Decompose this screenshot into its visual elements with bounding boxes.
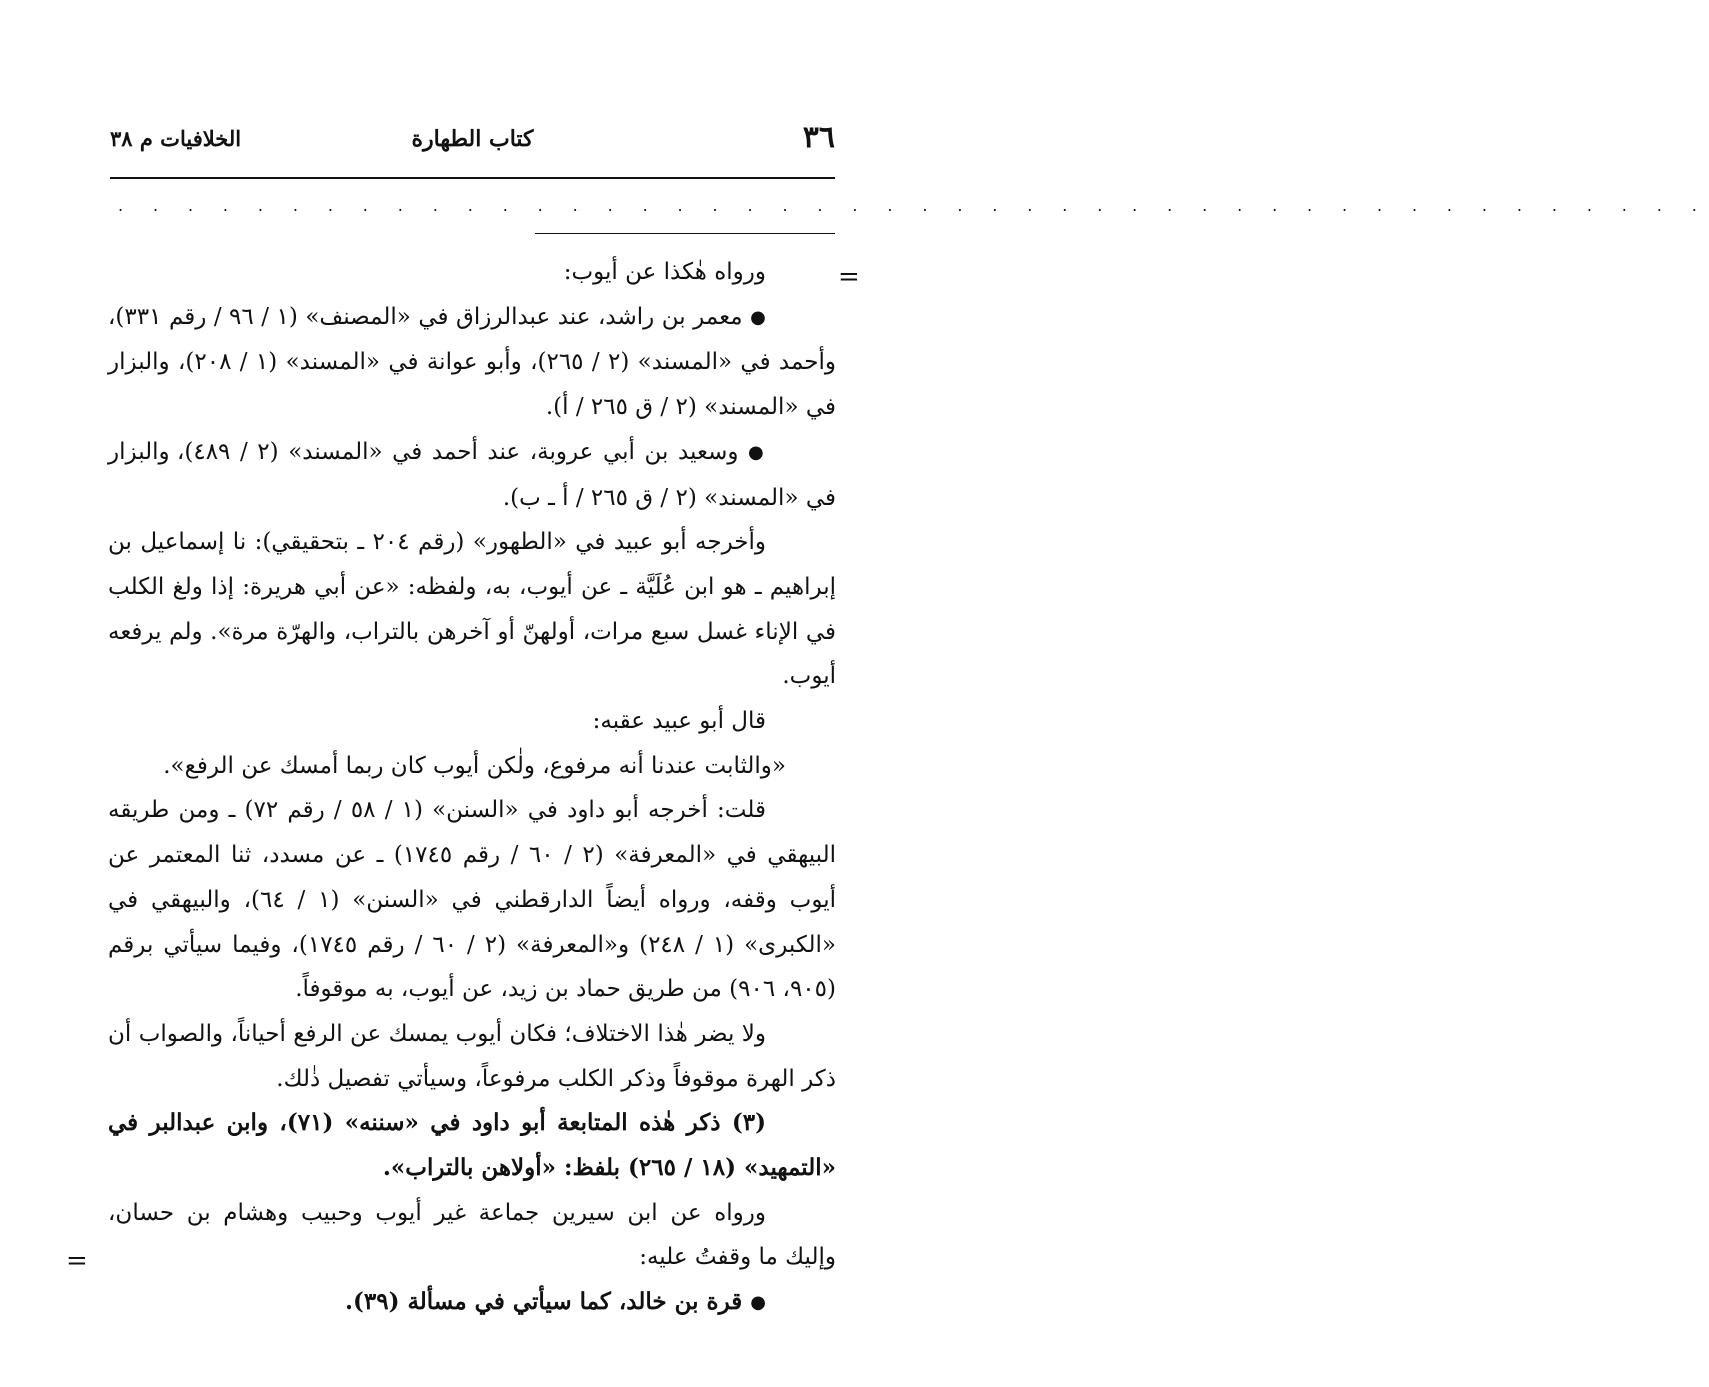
header-rule xyxy=(110,177,835,179)
paragraph xyxy=(108,1101,836,1190)
bullet-icon: ● xyxy=(750,1292,766,1314)
bullet-icon: ● xyxy=(750,306,767,328)
paragraph xyxy=(108,788,836,1012)
page-header xyxy=(110,120,835,170)
paragraph xyxy=(108,430,836,520)
paragraph-text: قلت: أخرجه أبو داود في «السنن» (١ / ٥٨ / رقم ٧٢) ـ ومن طريقه البيهقي في «المعرفة» (٢ / ٦٠ / رقم ١٧٤٥) ـ عن مسدد، ثنا المعتمر عن أيوب وقفه، ورواه أيضاً الدارقطني في «السنن» (١ / ٦٤)، والبيهقي في «الكبرى» (١ / ٢٤٨) و«المعرفة» (٢ / ٦٠ / رقم ١٧٤٥)، وفيما سيأتي برقم (٩٠٥، ٩٠٦) من طريق حماد بن زيد، عن أيوب، به موقوفاً. xyxy=(108,797,837,1003)
paragraph xyxy=(108,520,836,699)
margin-mark-bottom: = xyxy=(66,1246,88,1276)
paragraph-text: قرة بن خالد، كما سيأتي في مسألة (٣٩). xyxy=(344,1288,751,1316)
paragraph-text: (٣) ذكر هٰذه المتابعة أبو داود في «سننه» (٧١)، وابن عبدالبر في «التمهيد» (١٨ / ٢٦٥) بلفظ: «أولاهن بالتراب». xyxy=(108,1109,836,1182)
paragraph-text: ولا يضر هٰذا الاختلاف؛ فكان أيوب يمسك عن الرفع أحياناً، والصواب أن ذكر الهرة موقوفاً وذكر الكلب مرفوعاً، وسيأتي تفصيل ذٰلك. xyxy=(108,1020,836,1092)
body-text xyxy=(108,250,836,1326)
paragraph xyxy=(108,1012,836,1101)
page-number: ٣٦ xyxy=(802,120,835,155)
paragraph xyxy=(108,1191,836,1280)
margin-mark-top: = xyxy=(838,262,860,292)
paragraph xyxy=(108,744,836,789)
volume-label: الخلافيات م ٣٨ xyxy=(110,126,242,151)
footnote-rule xyxy=(535,233,835,234)
dotted-separator: . . . . . . . . . . . . . . . . . . . . . . . . . . . . . . . . . . . . . . . . . . . . . . xyxy=(118,196,1709,215)
paragraph-text: ورواه عن ابن سيرين جماعة غير أيوب وحبيب وهشام بن حسان، وإليك ما وقفتُ عليه: xyxy=(108,1199,836,1271)
paragraph-text: وأخرجه أبو عبيد في «الطهور» (رقم ٢٠٤ ـ بتحقيقي): نا إسماعيل بن إبراهيم ـ هو ابن عُلَيَّة ـ عن أيوب، به، ولفظه: «عن أبي هريرة: إذا ولغ الكلب في الإناء غسل سبع مرات، أولهنّ أو آخرهن بالتراب، والهرّة مرة». ولم يرفعه أيوب. xyxy=(108,529,836,690)
paragraph-text: «والثابت عندنا أنه مرفوع، ولٰكن أيوب كان ربما أمسك عن الرفع». xyxy=(163,752,786,779)
paragraph-text: معمر بن راشد، عند عبدالرزاق في «المصنف» (١ / ٩٦ / رقم ٣٣١)، وأحمد في «المسند» (٢ / ٢٦٥)، وأبو عوانة في «المسند» (١ / ٢٠٨)، والبزار في «المسند» (٢ / ق ٢٦٥ / أ). xyxy=(108,303,837,421)
paragraph xyxy=(108,1280,836,1326)
paragraph xyxy=(108,250,836,295)
paragraph-text: ورواه هٰكذا عن أيوب: xyxy=(563,259,766,285)
bullet-icon: ● xyxy=(748,441,766,463)
paragraph-text: وسعيد بن أبي عروبة، عند أحمد في «المسند» (٢ / ٤٨٩)، والبزار في «المسند» (٢ / ق ٢٦٥ / أ ـ ب). xyxy=(108,438,836,511)
paragraph-text: قال أبو عبيد عقبه: xyxy=(592,708,766,735)
paragraph xyxy=(108,295,836,430)
book-title: كتاب الطهارة xyxy=(411,126,534,152)
paragraph xyxy=(108,699,836,744)
